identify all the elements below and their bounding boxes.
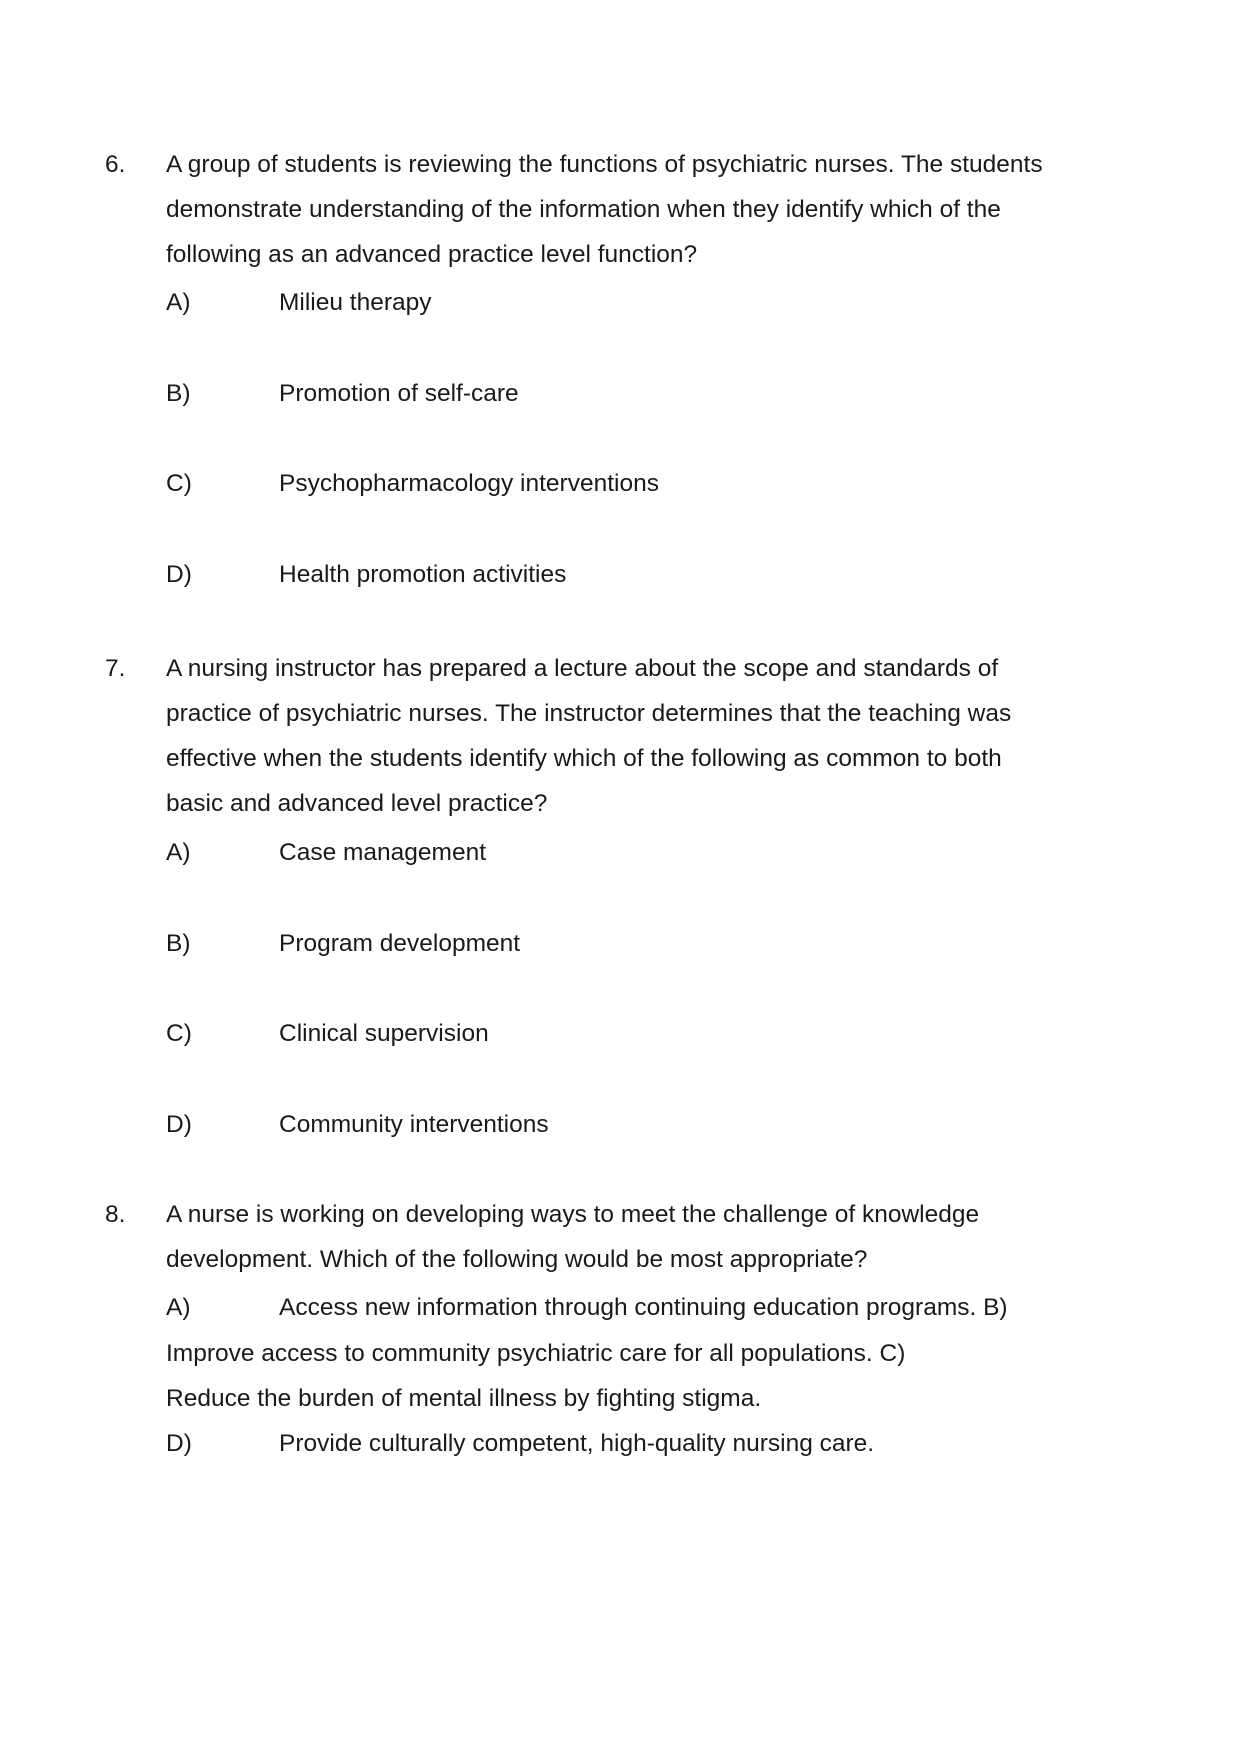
option-text: Promotion of self-care — [279, 380, 519, 407]
option-text: Provide culturally competent, high-quality nursing care. — [279, 1430, 875, 1457]
question-stem-line: development. Which of the following would be most appropriate? — [166, 1246, 868, 1273]
option-letter: D) — [166, 1430, 192, 1457]
option-text: Access new information through continuing education programs. B) — [279, 1294, 1008, 1321]
option-letter: C) — [166, 1020, 192, 1047]
option-letter: D) — [166, 1111, 192, 1138]
option-letter: A) — [166, 1294, 191, 1321]
option-text: Health promotion activities — [279, 561, 567, 588]
question-stem-line: following as an advanced practice level function? — [166, 241, 698, 268]
question-stem-line: A nurse is working on developing ways to meet the challenge of knowledge — [166, 1201, 980, 1228]
option-text: Community interventions — [279, 1111, 549, 1138]
option-letter: A) — [166, 839, 191, 866]
question-stem-line: practice of psychiatric nurses. The instructor determines that the teaching was — [166, 700, 1012, 727]
option-letter: B) — [166, 930, 191, 957]
question-number: 7. — [105, 655, 126, 682]
option-text: Clinical supervision — [279, 1020, 489, 1047]
option-letter: C) — [166, 470, 192, 497]
option-text: Program development — [279, 930, 521, 957]
question-number: 8. — [105, 1201, 126, 1228]
option-wrapped-line: Improve access to community psychiatric care for all populations. C) — [166, 1340, 906, 1367]
option-text: Psychopharmacology interventions — [279, 470, 659, 497]
question-stem-line: effective when the students identify which of the following as common to both — [166, 745, 1002, 772]
question-stem-line: A nursing instructor has prepared a lecture about the scope and standards of — [166, 655, 999, 682]
option-letter: A) — [166, 289, 191, 316]
option-text: Milieu therapy — [279, 289, 432, 316]
option-text: Case management — [279, 839, 487, 866]
question-stem-line: basic and advanced level practice? — [166, 790, 548, 817]
question-stem-line: A group of students is reviewing the functions of psychiatric nurses. The students — [166, 151, 1043, 178]
option-letter: D) — [166, 561, 192, 588]
option-letter: B) — [166, 380, 191, 407]
question-number: 6. — [105, 151, 126, 178]
question-stem-line: demonstrate understanding of the information when they identify which of the — [166, 196, 1001, 223]
option-wrapped-line: Reduce the burden of mental illness by fighting stigma. — [166, 1385, 762, 1412]
